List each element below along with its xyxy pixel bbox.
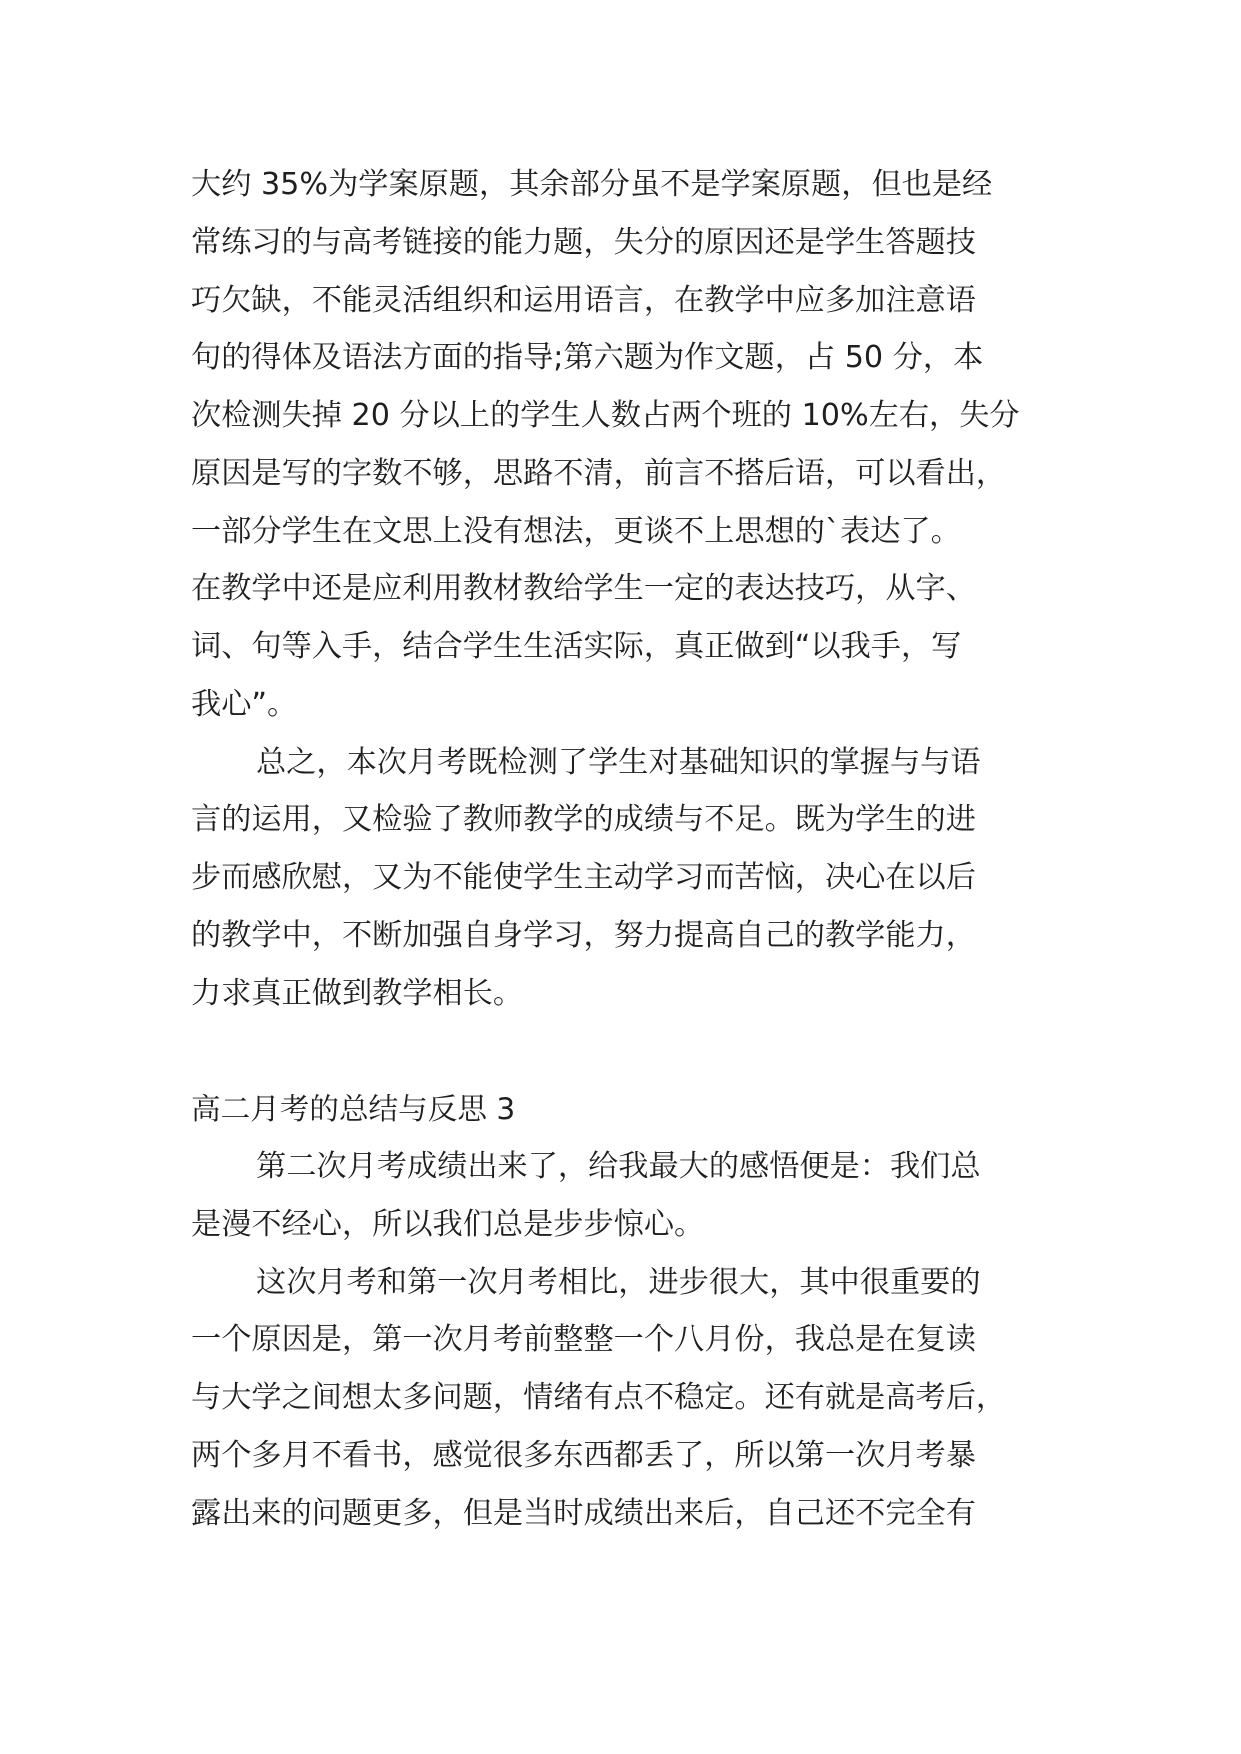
text-line: 露出来的问题更多，但是当时成绩出来后，自己还不完全有: [191, 1496, 976, 1531]
text-line: 两个多月不看书，感觉很多东西都丢了，所以第一次月考暴: [191, 1438, 976, 1473]
text-line: 常练习的与高考链接的能力题，失分的原因还是学生答题技: [191, 225, 976, 260]
text-line: 步而感欣慰，又为不能使学生主动学习而苦恼，决心在以后: [191, 860, 976, 895]
text-line: 是漫不经心，所以我们总是步步惊心。: [191, 1207, 705, 1242]
text-line: 次检测失掉 20 分以上的学生人数占两个班的 10%左右，失分: [191, 398, 1020, 433]
paragraph-first-line: 总之，本次月考既检测了学生对基础知识的掌握与与语: [256, 745, 981, 780]
paragraph-first-line: 这次月考和第一次月考相比，进步很大，其中很重要的: [256, 1265, 981, 1300]
text-line: 在教学中还是应利用教材教给学生一定的表达技巧，从字、: [191, 571, 976, 606]
text-line: 一个原因是，第一次月考前整整一个八月份，我总是在复读: [191, 1322, 976, 1357]
text-line: 一部分学生在文思上没有想法，更谈不上思想的`表达了。: [191, 514, 961, 549]
text-line: 词、句等入手，结合学生生活实际，真正做到“以我手，写: [191, 629, 962, 664]
text-line: 与大学之间想太多问题，情绪有点不稳定。还有就是高考后，: [191, 1380, 1007, 1415]
text-line: 力求真正做到教学相长。: [191, 976, 524, 1011]
paragraph-first-line: 第二次月考成绩出来了，给我最大的感悟便是：我们总: [256, 1149, 981, 1184]
text-line: 的教学中，不断加强自身学习，努力提高自己的教学能力，: [191, 918, 976, 953]
text-line: 原因是写的字数不够，思路不清，前言不搭后语，可以看出，: [191, 456, 1007, 491]
text-line: 我心”。: [191, 687, 298, 722]
section-heading: 高二月考的总结与反思 3: [191, 1092, 516, 1126]
text-line: 言的运用，又检验了教师教学的成绩与不足。既为学生的进: [191, 802, 976, 837]
text-line: 巧欠缺，不能灵活组织和运用语言，在教学中应多加注意语: [191, 283, 976, 318]
text-line: 句的得体及语法方面的指导;第六题为作文题，占 50 分，本: [191, 340, 984, 375]
text-line: 大约 35%为学案原题，其余部分虽不是学案原题，但也是经: [191, 167, 993, 202]
